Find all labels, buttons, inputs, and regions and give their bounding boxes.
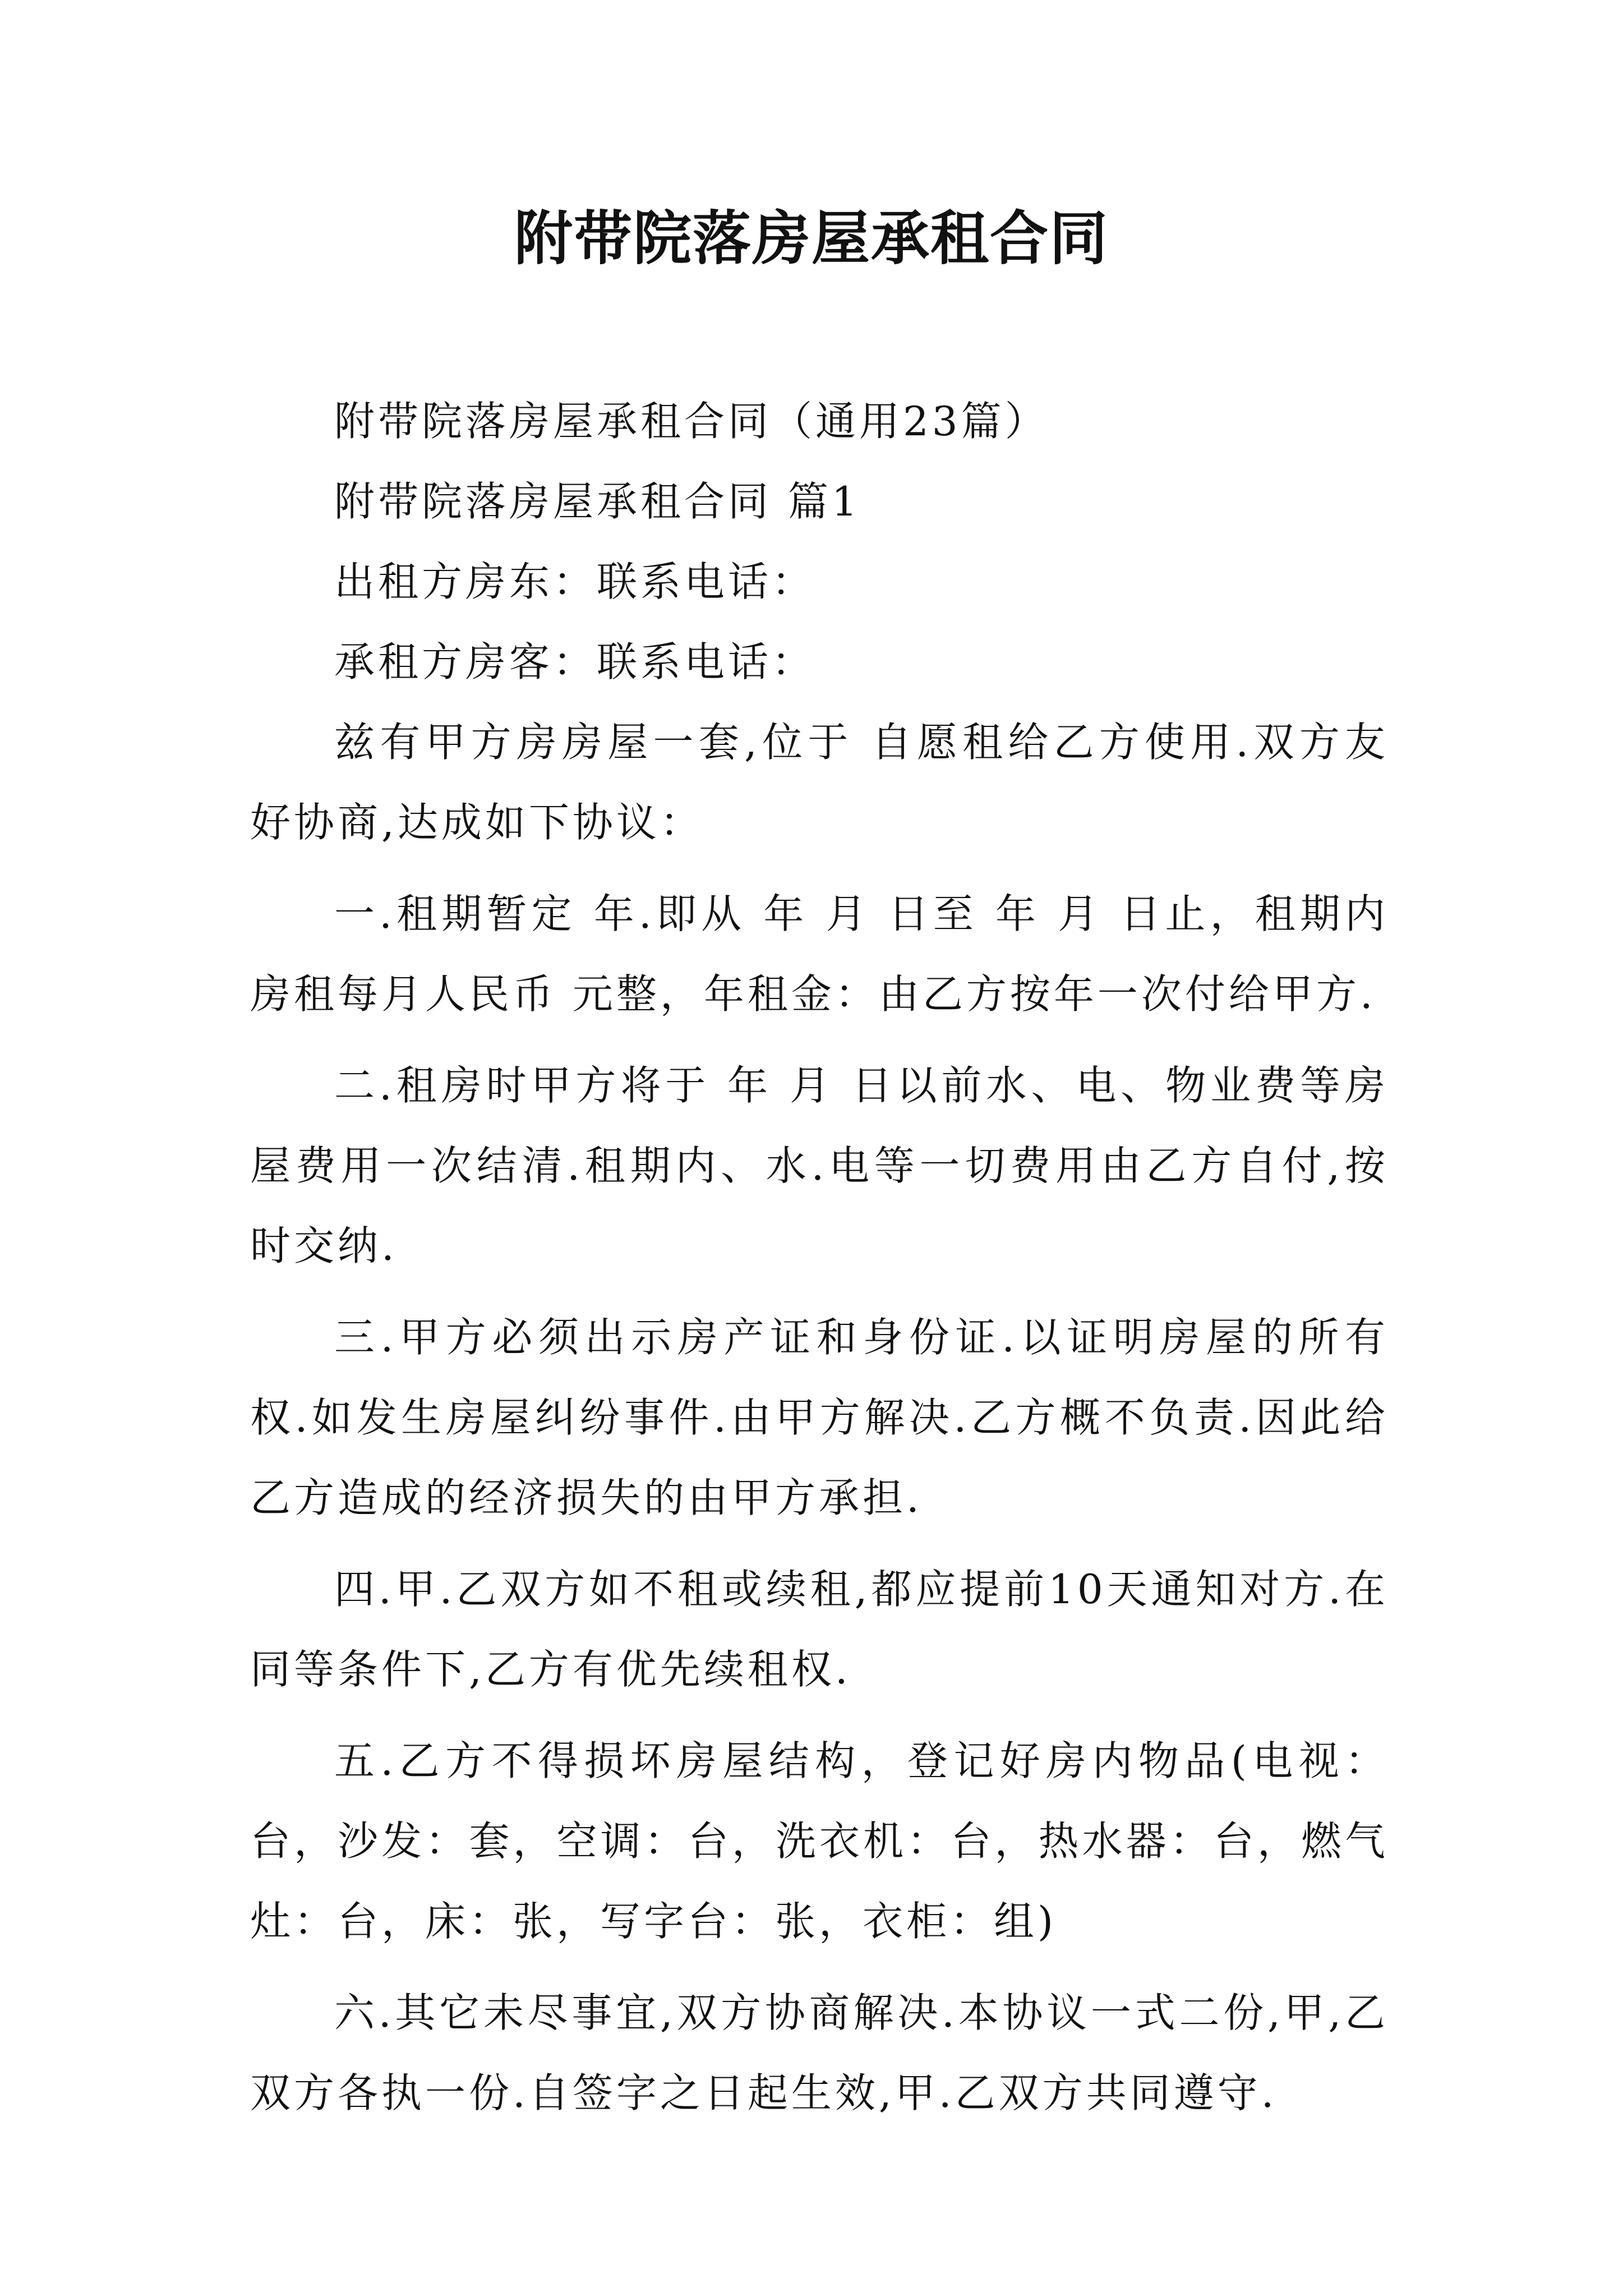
preamble-paragraph: 兹有甲方房房屋一套,位于 自愿租给乙方使用.双方友好协商,达成如下协议： [250,719,1389,846]
clause-6: 六.其它未尽事宜,双方协商解决.本协议一式二份,甲,乙双方各执一份.自签字之日起生效,甲.乙双方共同遵守. [250,1989,1389,2116]
subtitle-line: 附带院落房屋承租合同（通用23篇） [334,398,1049,445]
clause-4: 四.甲.乙双方如不租或续租,都应提前10天通知对方.在同等条件下,乙方有优先续租权. [250,1566,1389,1693]
landlord-line: 出租方房东：联系电话： [334,558,816,605]
tenant-line: 承租方房客：联系电话： [334,638,816,685]
section-heading: 附带院落房屋承租合同 篇1 [334,478,861,525]
clause-3: 三.甲方必须出示房产证和身份证.以证明房屋的所有权.如发生房屋纠纷事件.由甲方解决.乙方概不负责.因此给乙方造成的经济损失的由甲方承担. [250,1314,1389,1521]
clause-2: 二.租房时甲方将于 年 月 日以前水、电、物业费等房屋费用一次结清.租期内、水.电等一切费用由乙方自付,按时交纳. [250,1062,1389,1269]
document-body [250,381,1389,2133]
clause-1: 一.租期暂定 年.即从 年 月 日至 年 月 日止，租期内房租每月人民币 元整，年租金：由乙方按年一次付给甲方. [250,890,1389,1018]
document-title: 附带院落房屋承租合同 [514,204,1109,273]
clause-5: 五.乙方不得损坏房屋结构，登记好房内物品(电视：台，沙发：套，空调：台，洗衣机：台，热水器：台，燃气灶：台，床：张，写字台：张，衣柜：组) [250,1737,1389,1945]
